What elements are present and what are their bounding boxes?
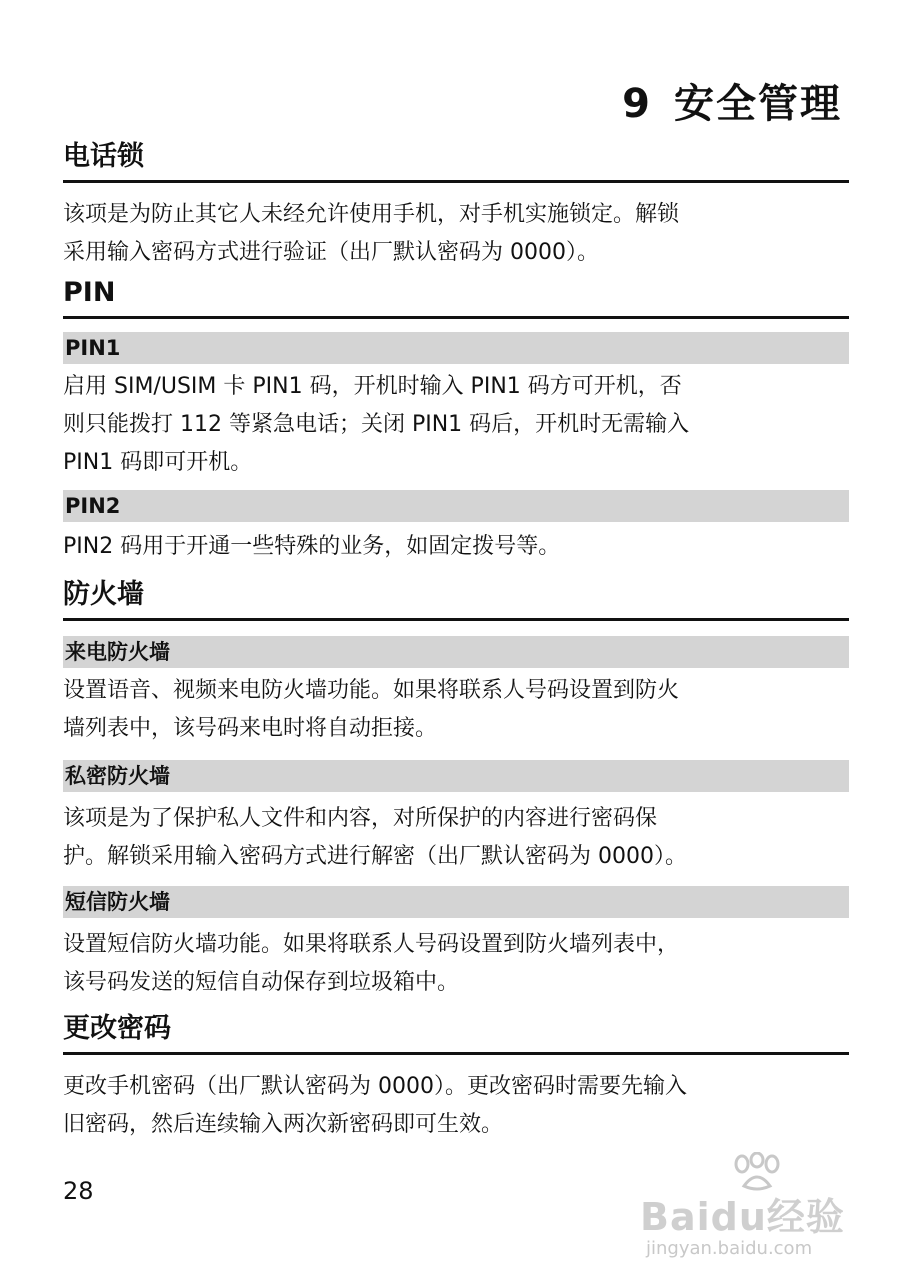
paragraph-pin1 [63, 368, 853, 482]
text-line: 该项是为防止其它人未经允许使用手机，对手机实施锁定。解锁 [63, 202, 680, 227]
text-line: 旧密码，然后连续输入两次新密码即可生效。 [63, 1112, 504, 1137]
paragraph-private-firewall [63, 800, 853, 876]
section-heading-phone-lock: 电话锁 [63, 140, 849, 183]
subsection-heading-pin1: PIN1 [63, 332, 849, 364]
text-line: 采用输入密码方式进行验证（出厂默认密码为 0000）。 [63, 240, 599, 265]
chapter-title [622, 72, 842, 129]
text-line: 墙列表中，该号码来电时将自动拒接。 [63, 716, 438, 741]
chapter-number: 9 [622, 81, 652, 127]
paragraph-sms-firewall [63, 926, 853, 1002]
text-line: 则只能拨打 112 等紧急电话；关闭 PIN1 码后，开机时无需输入 [63, 412, 690, 437]
watermark-url: jingyan.baidu.com [646, 1238, 813, 1259]
subsection-heading-sms-firewall: 短信防火墙 [63, 886, 849, 918]
section-heading-pin: PIN [63, 276, 849, 319]
subsection-heading-pin2: PIN2 [63, 490, 849, 522]
text-line: 该项是为了保护私人文件和内容，对所保护的内容进行密码保 [63, 806, 658, 831]
subsection-heading-call-firewall: 来电防火墙 [63, 636, 849, 668]
paragraph-change-password [63, 1068, 853, 1144]
text-line: PIN1 码即可开机。 [63, 450, 253, 475]
chapter-title-text: 安全管理 [674, 81, 842, 127]
baidu-watermark [640, 1150, 860, 1270]
paragraph-pin2 [63, 528, 853, 566]
text-line: PIN2 码用于开通一些特殊的业务，如固定拨号等。 [63, 534, 561, 559]
text-line: 设置语音、视频来电防火墙功能。如果将联系人号码设置到防火 [63, 678, 680, 703]
paragraph-phone-lock [63, 196, 853, 272]
section-heading-firewall: 防火墙 [63, 578, 849, 621]
section-heading-change-password: 更改密码 [63, 1012, 849, 1055]
text-line: 设置短信防火墙功能。如果将联系人号码设置到防火墙列表中， [63, 932, 680, 957]
watermark-brand: Baidu经验 [640, 1195, 845, 1239]
text-line: 护。解锁采用输入密码方式进行解密（出厂默认密码为 0000）。 [63, 844, 687, 869]
text-line: 更改手机密码（出厂默认密码为 0000）。更改密码时需要先输入 [63, 1074, 687, 1099]
page-number: 28 [63, 1177, 94, 1205]
paragraph-call-firewall [63, 672, 853, 748]
text-line: 启用 SIM/USIM 卡 PIN1 码，开机时输入 PIN1 码方可开机，否 [63, 374, 682, 399]
subsection-heading-private-firewall: 私密防火墙 [63, 760, 849, 792]
text-line: 该号码发送的短信自动保存到垃圾箱中。 [63, 970, 460, 995]
